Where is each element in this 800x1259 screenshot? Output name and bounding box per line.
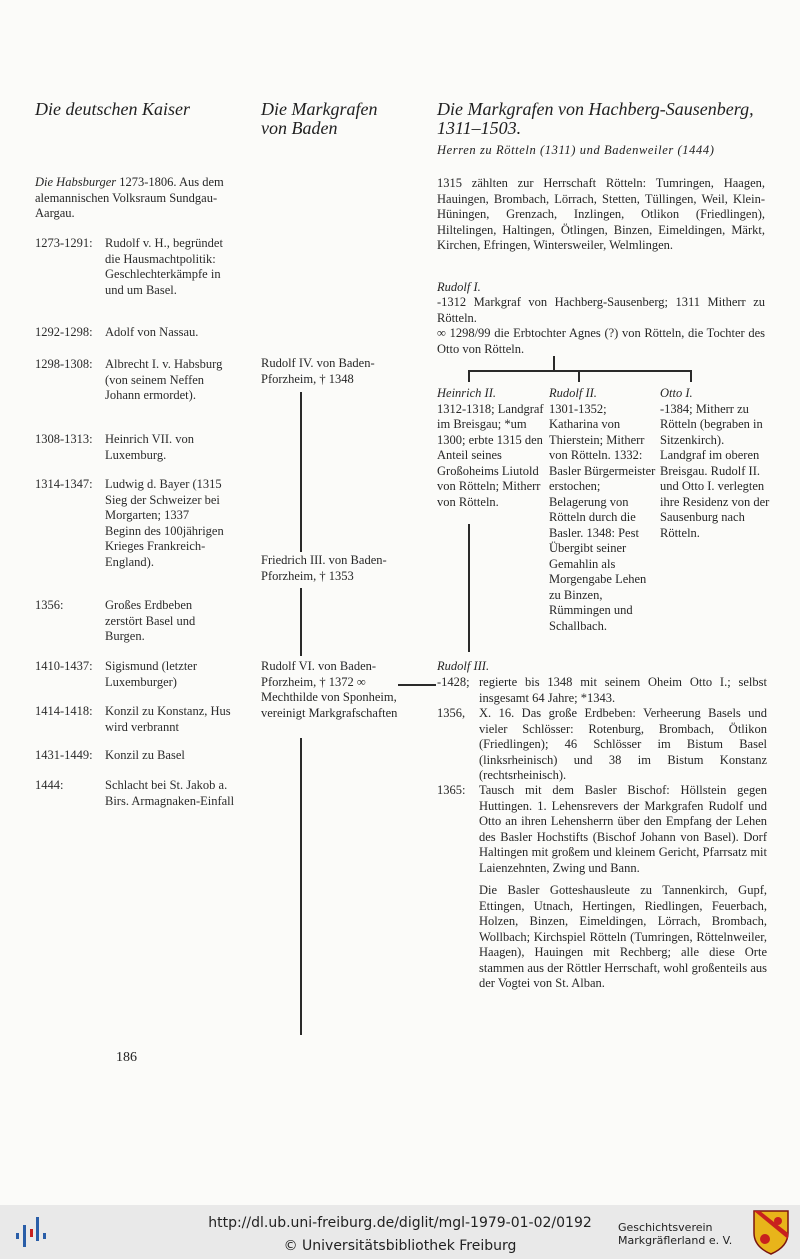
kaiser-entry — [35, 748, 240, 764]
entry-text: Adolf von Nassau. — [105, 325, 199, 339]
habsburger-text: 1273-1806. Aus dem alemannischen Volksraum Sundgau-Aargau. — [35, 175, 224, 220]
entry-text: Heinrich VII. von Luxemburg. — [105, 432, 194, 462]
tree-connector — [690, 370, 692, 382]
tree-connector — [578, 370, 580, 382]
habsburger-label: Die Habsburger — [35, 175, 117, 189]
baden-entry-friedrich3: Friedrich III. von Baden-Pforzheim, † 1353 — [261, 553, 387, 583]
viewer-footer — [0, 1205, 800, 1259]
kaiser-entry — [35, 236, 240, 298]
gotteshausleute-paragraph: Die Basler Gotteshausleute zu Tannenkirch, Gupf, Ettingen, Utnach, Hertingen, Riedlingen, Feuerbach, Holzen, Binzen, Eimeldingen, Lörrach, Brombach, Wollbach; Kirchspiel Rötteln (Tumringen, Röttelnweiler, Haagen), Hauingen mit Rechberg; alle diese Orte stammen aus der Röttler Herrschaft, wohl großenteils aus der Vogtei von St. Alban. — [479, 883, 767, 990]
entry-text: X. 16. Das große Erdbeben: Verheerung Basels und vieler Schlösser: Rotenburg, Brombach, Ötlikon (Friedlingen); 46 Schlösser im Bistum Basel (linksrheinisch) und 38 im Bistum Konstanz (rechtsrheinisch). — [479, 706, 767, 782]
habsburger-intro — [35, 175, 235, 222]
entry-year: 1365: — [437, 783, 466, 797]
rudolf1-text2: ∞ 1298/99 die Erbtochter Agnes (?) von Rötteln, die Tochter des Otto von Rötteln. — [437, 326, 765, 356]
kaiser-entry — [35, 357, 240, 404]
entry-year: 1314-1347: — [35, 477, 93, 491]
rudolf1-name: Rudolf I. — [437, 280, 481, 294]
entry-year: 1356: — [35, 598, 64, 612]
heading-markgrafen-baden — [261, 100, 377, 138]
kaiser-entry — [35, 704, 240, 735]
entry-text: Rudolf v. H., begründet die Hausmachtpolitik: Geschlechterkämpfe in und um Basel. — [105, 236, 223, 297]
entry-text: Schlacht bei St. Jakob a. Birs. Armagnaken-Einfall — [105, 778, 235, 808]
tree-connector — [468, 370, 470, 382]
kaiser-entry — [35, 432, 240, 463]
kaiser-entry — [35, 477, 240, 570]
subheading-herren: Herren zu Rötteln (1311) und Badenweiler (1444) — [437, 143, 715, 157]
rudolf3-name: Rudolf III. — [437, 659, 490, 673]
org-line1: Geschichtsverein — [618, 1221, 713, 1234]
entry-year: 1298-1308: — [35, 357, 93, 371]
entry-text: Tausch mit dem Basler Bischof: Höllstein gegen Huttingen. 1. Lehensrevers der Markgrafen Rudolf und Otto an ihren Lehensherrn über den Empfang der Lehen des Basler Hochstifts (Bischof Johann von Basel). Dorf Haltingen mit großem und kleinem Gericht, Pfarrsatz mit Laienzehnten, Zwing und Bann. — [479, 783, 767, 875]
entry-year: 1431-1449: — [35, 748, 93, 762]
rudolf3-entry — [437, 675, 767, 706]
heading-hachberg-line2: 1311–1503. — [437, 118, 522, 138]
herrschaft-paragraph: 1315 zählten zur Herrschaft Rötteln: Tumringen, Haagen, Hauingen, Brombach, Lörrach, Stetten, Tüllingen, Weil, Klein-Hüningen, Grenzach, Inzlingen, Otlikon (Friedlingen), Hiltelingen, Haltingen, Ötlingen, Binzen, Eimeldingen, Märkt, Kirchen, Efringen, Wintersweiler, Welmlingen. — [437, 176, 765, 252]
org-line2: Markgräflerland e. V. — [618, 1234, 733, 1247]
entry-year: 1273-1291: — [35, 236, 93, 250]
ub-freiburg-logo-icon — [12, 1213, 52, 1253]
page-number: 186 — [116, 1050, 137, 1065]
entry-text: regierte bis 1348 mit seinem Oheim Otto I.; selbst insgesamt 64 Jahre; *1343. — [479, 675, 767, 705]
heading-baden-line1: Die Markgrafen — [261, 99, 378, 119]
baden-entry-rudolf6: Rudolf VI. von Baden-Pforzheim, † 1372 ∞ Mechthilde von Sponheim, vereinigt Markgrafschaften — [261, 659, 398, 720]
entry-text: Albrecht I. v. Habsburg (von seinem Neffen Johann ermordet). — [105, 357, 223, 402]
entry-text: Sigismund (letzter Luxemburger) — [105, 659, 197, 689]
kaiser-entry — [35, 598, 240, 645]
entry-year: 1414-1418: — [35, 704, 93, 718]
entry-year: -1428; — [437, 675, 470, 689]
entry-year: 1410-1437: — [35, 659, 93, 673]
tree-branch — [398, 684, 436, 686]
kaiser-entry — [35, 778, 240, 809]
tree-connector — [468, 524, 470, 652]
child-name: Heinrich II. — [437, 386, 497, 400]
tree-connector — [553, 356, 555, 371]
heading-hachberg — [437, 100, 777, 138]
child-text: 1301-1352; Katharina von Thierstein; Mitherr von Rötteln. 1332: Basler Bürgermeister erstochen; Belagerung von Rötteln durch die Basler. 1348: Pest Übergibt seiner Gemahlin als Morgengabe Lehen zu Binzen, Rümmingen und Schallbach. — [549, 401, 656, 633]
child-text: -1384; Mitherr zu Rötteln (begraben in Sitzenkirch). Landgraf im oberen Breisgau. Rudolf II. und Otto I. verlegten ihre Residenz von der Sausenburg nach Rötteln. — [660, 401, 770, 540]
heading-baden-line2: von Baden — [261, 118, 338, 138]
entry-year: 1356, — [437, 706, 466, 720]
org-name — [618, 1221, 732, 1247]
lineage-line — [300, 392, 302, 552]
coat-of-arms-icon — [752, 1209, 790, 1255]
child-name: Rudolf II. — [549, 386, 597, 400]
entry-year: 1444: — [35, 778, 64, 792]
entry-year: 1308-1313: — [35, 432, 93, 446]
child-otto1 — [660, 386, 770, 541]
kaiser-entry — [35, 325, 240, 341]
tree-branch — [468, 370, 692, 372]
entry-text: Konzil zu Basel — [105, 748, 185, 762]
kaiser-entry — [35, 659, 240, 690]
entry-text: Großes Erdbeben zerstört Basel und Burgen. — [105, 598, 196, 643]
copyright-text: © Universitätsbibliothek Freiburg — [283, 1238, 517, 1254]
lineage-line — [300, 738, 302, 1035]
rudolf1-text1: -1312 Markgraf von Hachberg-Sausenberg; 1311 Mitherr zu Rötteln. — [437, 295, 765, 325]
child-heinrich2 — [437, 386, 545, 510]
entry-text: Konzil zu Konstanz, Hus wird verbrannt — [105, 704, 231, 734]
rudolf3-entry — [437, 706, 767, 784]
child-name: Otto I. — [660, 386, 693, 400]
child-text: 1312-1318; Landgraf im Breisgau; *um 1300; erbte 1315 den Anteil seines Großoheims Liutold von Rötteln; Mitherr von Rötteln. — [437, 401, 544, 509]
baden-entry-rudolf4: Rudolf IV. von Baden-Pforzheim, † 1348 — [261, 356, 375, 386]
child-rudolf2 — [549, 386, 659, 634]
entry-year: 1292-1298: — [35, 325, 93, 339]
rudolf3-entry — [437, 783, 767, 876]
heading-hachberg-line1: Die Markgrafen von Hachberg-Sausenberg, — [437, 99, 754, 119]
lineage-line — [300, 588, 302, 656]
heading-kaiser: Die deutschen Kaiser — [35, 99, 190, 119]
source-url-link[interactable]: http://dl.ub.uni-freiburg.de/diglit/mgl-1979-01-02/0192 — [208, 1215, 592, 1231]
entry-text: Ludwig d. Bayer (1315 Sieg der Schweizer bei Morgarten; 1337 Beginn des 100jährigen Krieges Frankreich-England). — [105, 477, 224, 569]
